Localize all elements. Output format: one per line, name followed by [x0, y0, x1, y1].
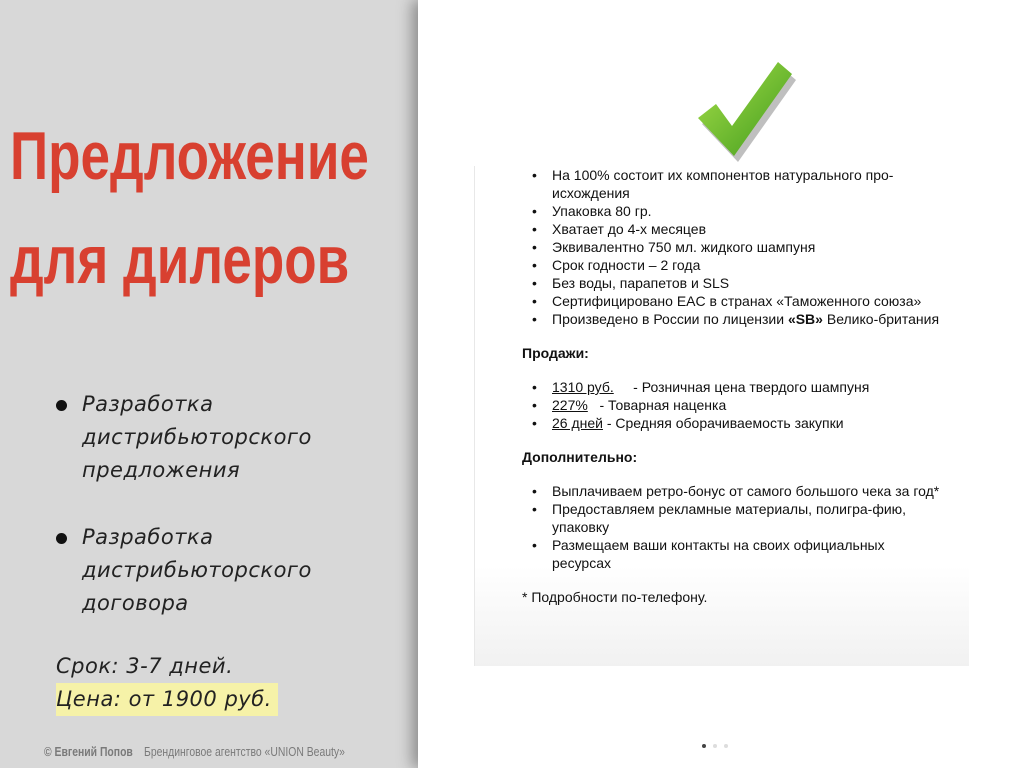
footer-author: © Евгений Попов	[44, 744, 133, 759]
slide-pager[interactable]	[702, 744, 728, 748]
bullet-dot-icon	[56, 400, 67, 411]
extra-item: • Предоставляем рекламные материалы, полигра-фию, упаковку	[522, 500, 942, 536]
price-text: Цена: от 1900 руб.	[56, 683, 278, 716]
service-item-label: Разработка дистрибьюторского предложения	[82, 392, 312, 482]
document-panel	[418, 0, 1024, 768]
feature-item: • Хватает до 4-х месяцев	[522, 220, 942, 238]
extra-list	[522, 482, 942, 572]
slide-title	[10, 104, 369, 312]
sales-item	[522, 414, 942, 432]
license-prefix: Произведено в России по лицензии	[552, 311, 788, 327]
pager-dot[interactable]	[724, 744, 728, 748]
service-item-label: Разработка дистрибьюторского договора	[82, 525, 312, 615]
sales-item	[522, 378, 942, 396]
sales-text: - Розничная цена твердого шампуня	[613, 379, 870, 395]
left-panel	[0, 0, 418, 768]
extra-item: • Размещаем ваши контакты на своих официальных ресурсах	[522, 536, 942, 572]
green-checkmark-icon	[686, 56, 796, 166]
terms-block	[56, 650, 278, 716]
feature-item: • Упаковка 80 гр.	[522, 202, 942, 220]
sales-value: 26 дней	[552, 415, 603, 431]
term-text: Срок: 3-7 дней.	[56, 654, 234, 678]
feature-item: • Срок годности – 2 года	[522, 256, 942, 274]
sales-heading: Продажи:	[522, 345, 589, 361]
feature-item-license	[522, 310, 942, 328]
title-line-2: для дилеров	[10, 222, 350, 298]
pager-dot[interactable]	[713, 744, 717, 748]
extra-heading: Дополнительно:	[522, 449, 638, 465]
footnote: * Подробности по-телефону.	[522, 589, 708, 605]
footer	[44, 744, 345, 759]
bullet-dot-icon	[56, 533, 67, 544]
sales-text: - Средняя оборачиваемость закупки	[602, 415, 844, 431]
license-suffix: Велико-британия	[822, 311, 940, 327]
title-line-1: Предложение	[10, 118, 369, 194]
feature-item: • Сертифицировано EAC в странах «Таможенного союза»	[522, 292, 942, 310]
service-item	[56, 388, 406, 487]
license-brand: «SB»	[787, 311, 823, 327]
service-list	[56, 388, 406, 620]
sales-item	[522, 396, 942, 414]
pager-dot[interactable]	[702, 744, 706, 748]
sales-value: 1310 руб.	[552, 379, 614, 395]
sales-text: - Товарная наценка	[587, 397, 727, 413]
feature-list	[522, 166, 942, 328]
footer-agency: Брендинговое агентство «UNION Beauty»	[144, 744, 345, 759]
offer-document	[474, 166, 969, 666]
feature-item: • Без воды, парапетов и SLS	[522, 274, 942, 292]
extra-item: • Выплачиваем ретро-бонус от самого большого чека за год*	[522, 482, 942, 500]
sales-list	[522, 378, 942, 432]
feature-item: • На 100% состоит их компонентов натурального про-исхождения	[522, 166, 942, 202]
sales-value: 227%	[552, 397, 588, 413]
service-item	[56, 521, 406, 620]
feature-item: • Эквивалентно 750 мл. жидкого шампуня	[522, 238, 942, 256]
